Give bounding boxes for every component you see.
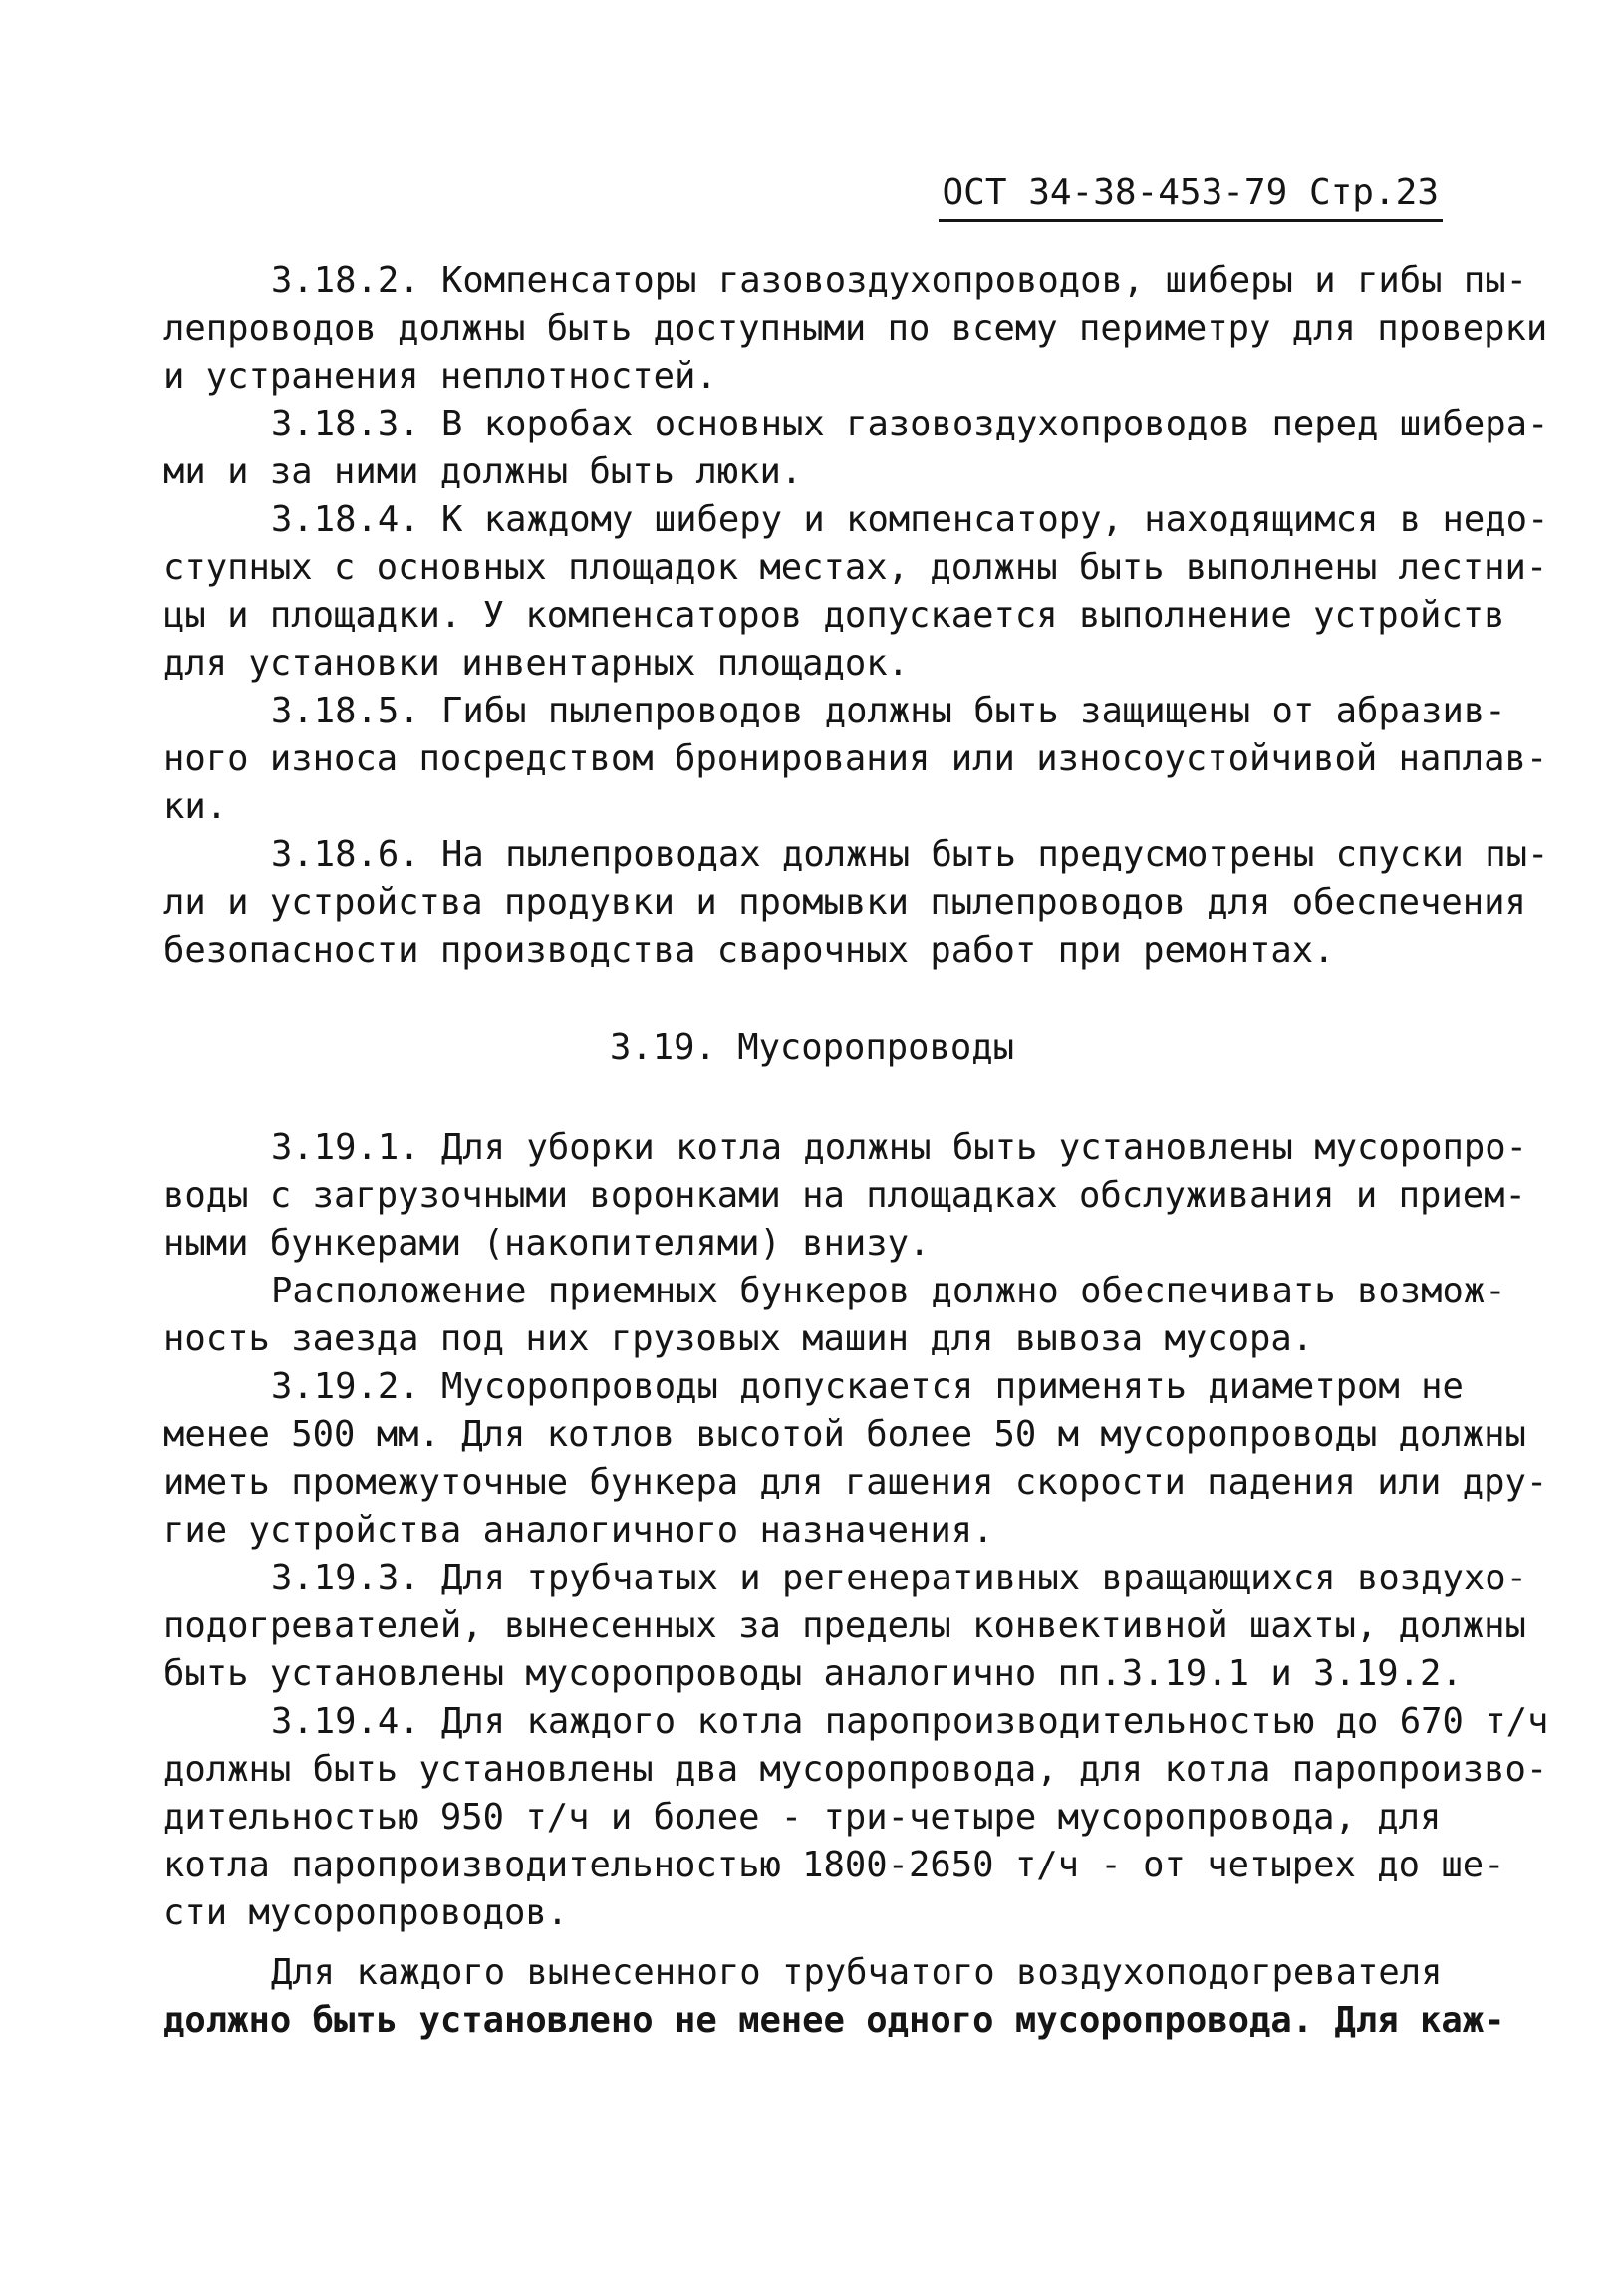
text-line: быть установлены мусоропроводы аналогично пп.3.19.1 и 3.19.2. bbox=[163, 1653, 1463, 1694]
text-line: 3.18.2. Компенсаторы газовоздухопроводов, шиберы и гибы пы- bbox=[271, 260, 1527, 301]
text-line: иметь промежуточные бункера для гашения скорости падения или дру- bbox=[163, 1462, 1548, 1503]
text-line: должны быть установлены два мусоропровода, для котла паропроизво- bbox=[163, 1749, 1548, 1790]
document-reference-header: ОСТ 34-38-453-79 Стр.23 bbox=[939, 171, 1444, 222]
text-line: ки. bbox=[163, 786, 228, 827]
text-line: 3.19.1. Для уборки котла должны быть установлены мусоропро- bbox=[271, 1127, 1527, 1168]
text-line: ными бункерами (накопителями) внизу. bbox=[163, 1223, 931, 1264]
text-line: лепроводов должны быть доступными по всему периметру для проверки bbox=[163, 308, 1548, 349]
text-line: для установки инвентарных площадок. bbox=[163, 643, 910, 684]
text-line: менее 500 мм. Для котлов высотой более 50 м мусоропроводы должны bbox=[163, 1414, 1526, 1455]
text-line: 3.18.5. Гибы пылепроводов должны быть защищены от абразив- bbox=[271, 691, 1506, 731]
text-line: 3.18.6. На пылепроводах должны быть предусмотрены спуски пы- bbox=[271, 834, 1549, 875]
text-line: 3.19.2. Мусоропроводы допускается применять диаметром не bbox=[271, 1366, 1464, 1407]
text-line: ли и устройства продувки и промывки пылепроводов для обеспечения bbox=[163, 882, 1526, 923]
section-heading: 3.19. Мусоропроводы bbox=[609, 1027, 1015, 1068]
text-line: воды с загрузочными воронками на площадках обслуживания и прием- bbox=[163, 1175, 1526, 1216]
text-line: ми и за ними должны быть люки. bbox=[163, 451, 803, 492]
text-line: Для каждого вынесенного трубчатого воздухоподогревателя bbox=[271, 1952, 1443, 1993]
text-line: гие устройства аналогичного назначения. bbox=[163, 1510, 994, 1551]
text-line: Расположение приемных бункеров должно обеспечивать возмож- bbox=[271, 1271, 1506, 1311]
text-line: и устранения неплотностей. bbox=[163, 356, 717, 397]
text-line: ность заезда под них грузовых машин для вывоза мусора. bbox=[163, 1318, 1314, 1359]
text-line: цы и площадки. У компенсаторов допускается выполнение устройств bbox=[163, 595, 1505, 636]
text-line: котла паропроизводительностью 1800-2650 т/ч - от четырех до ше- bbox=[163, 1845, 1505, 1885]
text-line: ступных с основных площадок местах, должны быть выполнены лестни- bbox=[163, 547, 1548, 588]
text-line: 3.18.3. В коробах основных газовоздухопроводов перед шибера- bbox=[271, 404, 1549, 444]
text-line: ного износа посредством бронирования или износоустойчивой наплав- bbox=[163, 738, 1548, 779]
text-line: дительностью 950 т/ч и более - три-четыре мусоропровода, для bbox=[163, 1797, 1442, 1838]
text-line: 3.19.4. Для каждого котла паропроизводительностью до 670 т/ч bbox=[271, 1701, 1549, 1742]
text-line: 3.19.3. Для трубчатых и регенеративных вращающихся воздухо- bbox=[271, 1558, 1527, 1598]
text-line: 3.18.4. К каждому шиберу и компенсатору, находящимся в недо- bbox=[271, 499, 1549, 540]
text-line: должно быть установлено не менее одного мусоропровода. Для каж- bbox=[163, 2000, 1505, 2041]
text-line: безопасности производства сварочных работ при ремонтах. bbox=[163, 930, 1335, 971]
text-line: сти мусоропроводов. bbox=[163, 1892, 569, 1933]
text-line: подогревателей, вынесенных за пределы конвективной шахты, должны bbox=[163, 1605, 1526, 1646]
